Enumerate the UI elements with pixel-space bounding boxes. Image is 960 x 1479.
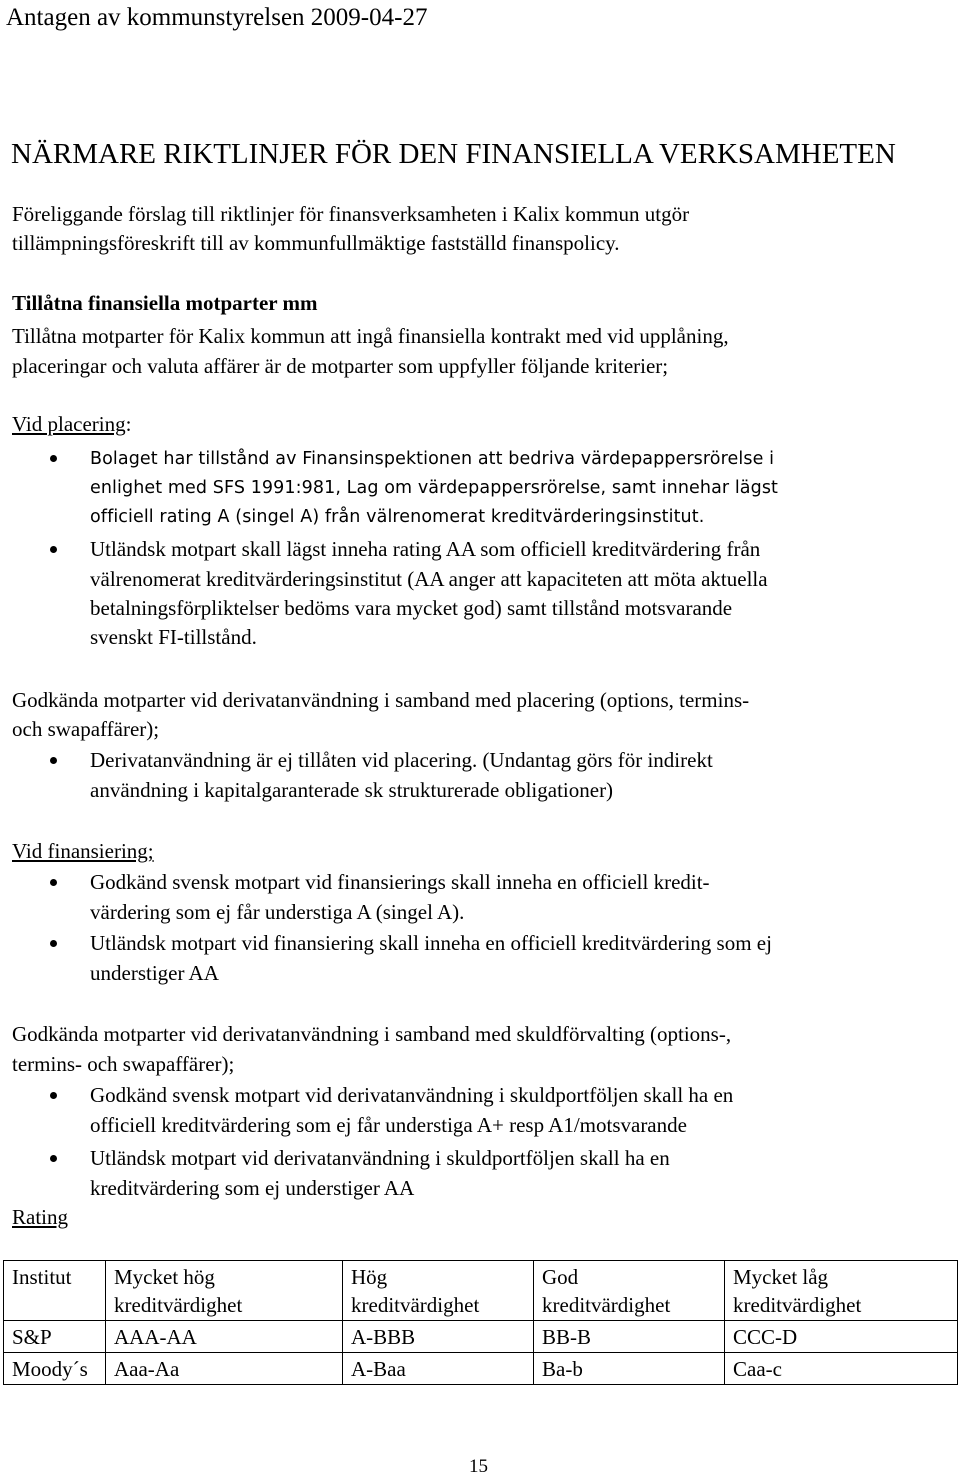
intro-line: Föreliggande förslag till riktlinjer för finansverksamheten i Kalix kommun utgör [12,202,690,226]
intro-line: tillämpningsföreskrift till av kommunfullmäktige fastställd finanspolicy. [12,231,620,255]
list-item-line: Bolaget har tillstånd av Finansinspektionen att bedriva värdepappersrörelse i [90,449,775,469]
table-cell: Moody´s [4,1353,106,1385]
table-header-cell: God kreditvärdighet [534,1261,725,1321]
rating-heading: Rating [12,1205,68,1229]
bullet-icon [50,1092,57,1099]
bullet-icon [50,1155,57,1162]
list-item-line: värdering som ej får understiga A (singel A). [90,900,465,924]
list-item-line: betalningsförpliktelser bedöms vara mycket god) samt tillstånd motsvarande [90,596,733,620]
list-item-line: Godkänd svensk motpart vid derivatanvändning i skuldportföljen skall ha en [90,1083,734,1107]
table-cell: S&P [4,1321,106,1353]
table-cell: BB-B [534,1321,725,1353]
bullet-icon [50,546,57,553]
paragraph-line: Godkända motparter vid derivatanvändning i samband med skuldförvalting (options-, [12,1022,732,1046]
list-item-line: Utländsk motpart vid finansiering skall inneha en officiell kreditvärdering som ej [90,931,772,955]
section-heading: Tillåtna finansiella motparter mm [12,291,318,315]
table-cell: Caa-c [725,1353,958,1385]
table-row [4,1321,958,1353]
table-cell: A-Baa [343,1353,534,1385]
table-cell: A-BBB [343,1321,534,1353]
bullet-icon [50,879,57,886]
list-item-line: enlighet med SFS 1991:981, Lag om värdepappersrörelse, samt innehar lägst [90,478,779,498]
list-item-line: officiell kreditvärdering som ej får understiga A+ resp A1/motsvarande [90,1113,687,1137]
list-item-line: understiger AA [90,961,219,985]
page-number: 15 [469,1456,488,1477]
table-header-row [4,1261,958,1321]
table-cell: Ba-b [534,1353,725,1385]
list-item-line: Utländsk motpart skall lägst inneha rating AA som officiell kreditvärdering från [90,537,761,561]
document-title: NÄRMARE RIKTLINJER FÖR DEN FINANSIELLA VERKSAMHETEN [11,138,896,170]
paragraph-line: termins- och swapaffärer); [12,1052,235,1076]
bullet-icon [50,757,57,764]
table-header-cell: Institut [4,1261,106,1321]
paragraph-line: och swapaffärer); [12,717,160,741]
table-cell: CCC-D [725,1321,958,1353]
list-item-line: användning i kapitalgaranterade sk strukturerade obligationer) [90,778,614,802]
paragraph-line: placeringar och valuta affärer är de motparter som uppfyller följande kriterier; [12,354,669,378]
paragraph-line: Godkända motparter vid derivatanvändning i samband med placering (options, termins- [12,688,750,712]
list-item-line: Godkänd svensk motpart vid finansierings skall inneha en officiell kredit- [90,870,710,894]
table-row [4,1353,958,1385]
list-item-line: kreditvärdering som ej understiger AA [90,1176,415,1200]
rating-table [3,1260,958,1385]
table-cell: Aaa-Aa [106,1353,343,1385]
bullet-icon [50,940,57,947]
table-header-cell: Mycket låg kreditvärdighet [725,1261,958,1321]
list-item-line: Derivatanvändning är ej tillåten vid placering. (Undantag görs för indirekt [90,748,713,772]
subsection-heading: Vid placering: [12,412,132,436]
list-item-line: officiell rating A (singel A) från välrenomerat kreditvärderingsinstitut. [90,507,705,527]
bullet-icon [50,455,57,462]
table-cell: AAA-AA [106,1321,343,1353]
paragraph-line: Tillåtna motparter för Kalix kommun att ingå finansiella kontrakt med vid upplåning, [12,324,729,348]
table-header-cell: Mycket hög kreditvärdighet [106,1261,343,1321]
list-item-line: Utländsk motpart vid derivatanvändning i skuldportföljen skall ha en [90,1146,670,1170]
subsection-heading: Vid finansiering; [12,839,154,863]
list-item-line: svenskt FI-tillstånd. [90,625,257,649]
document-header: Antagen av kommunstyrelsen 2009-04-27 [6,4,428,31]
table-header-cell: Hög kreditvärdighet [343,1261,534,1321]
list-item-line: välrenomerat kreditvärderingsinstitut (AA anger att kapaciteten att möta aktuella [90,567,768,591]
